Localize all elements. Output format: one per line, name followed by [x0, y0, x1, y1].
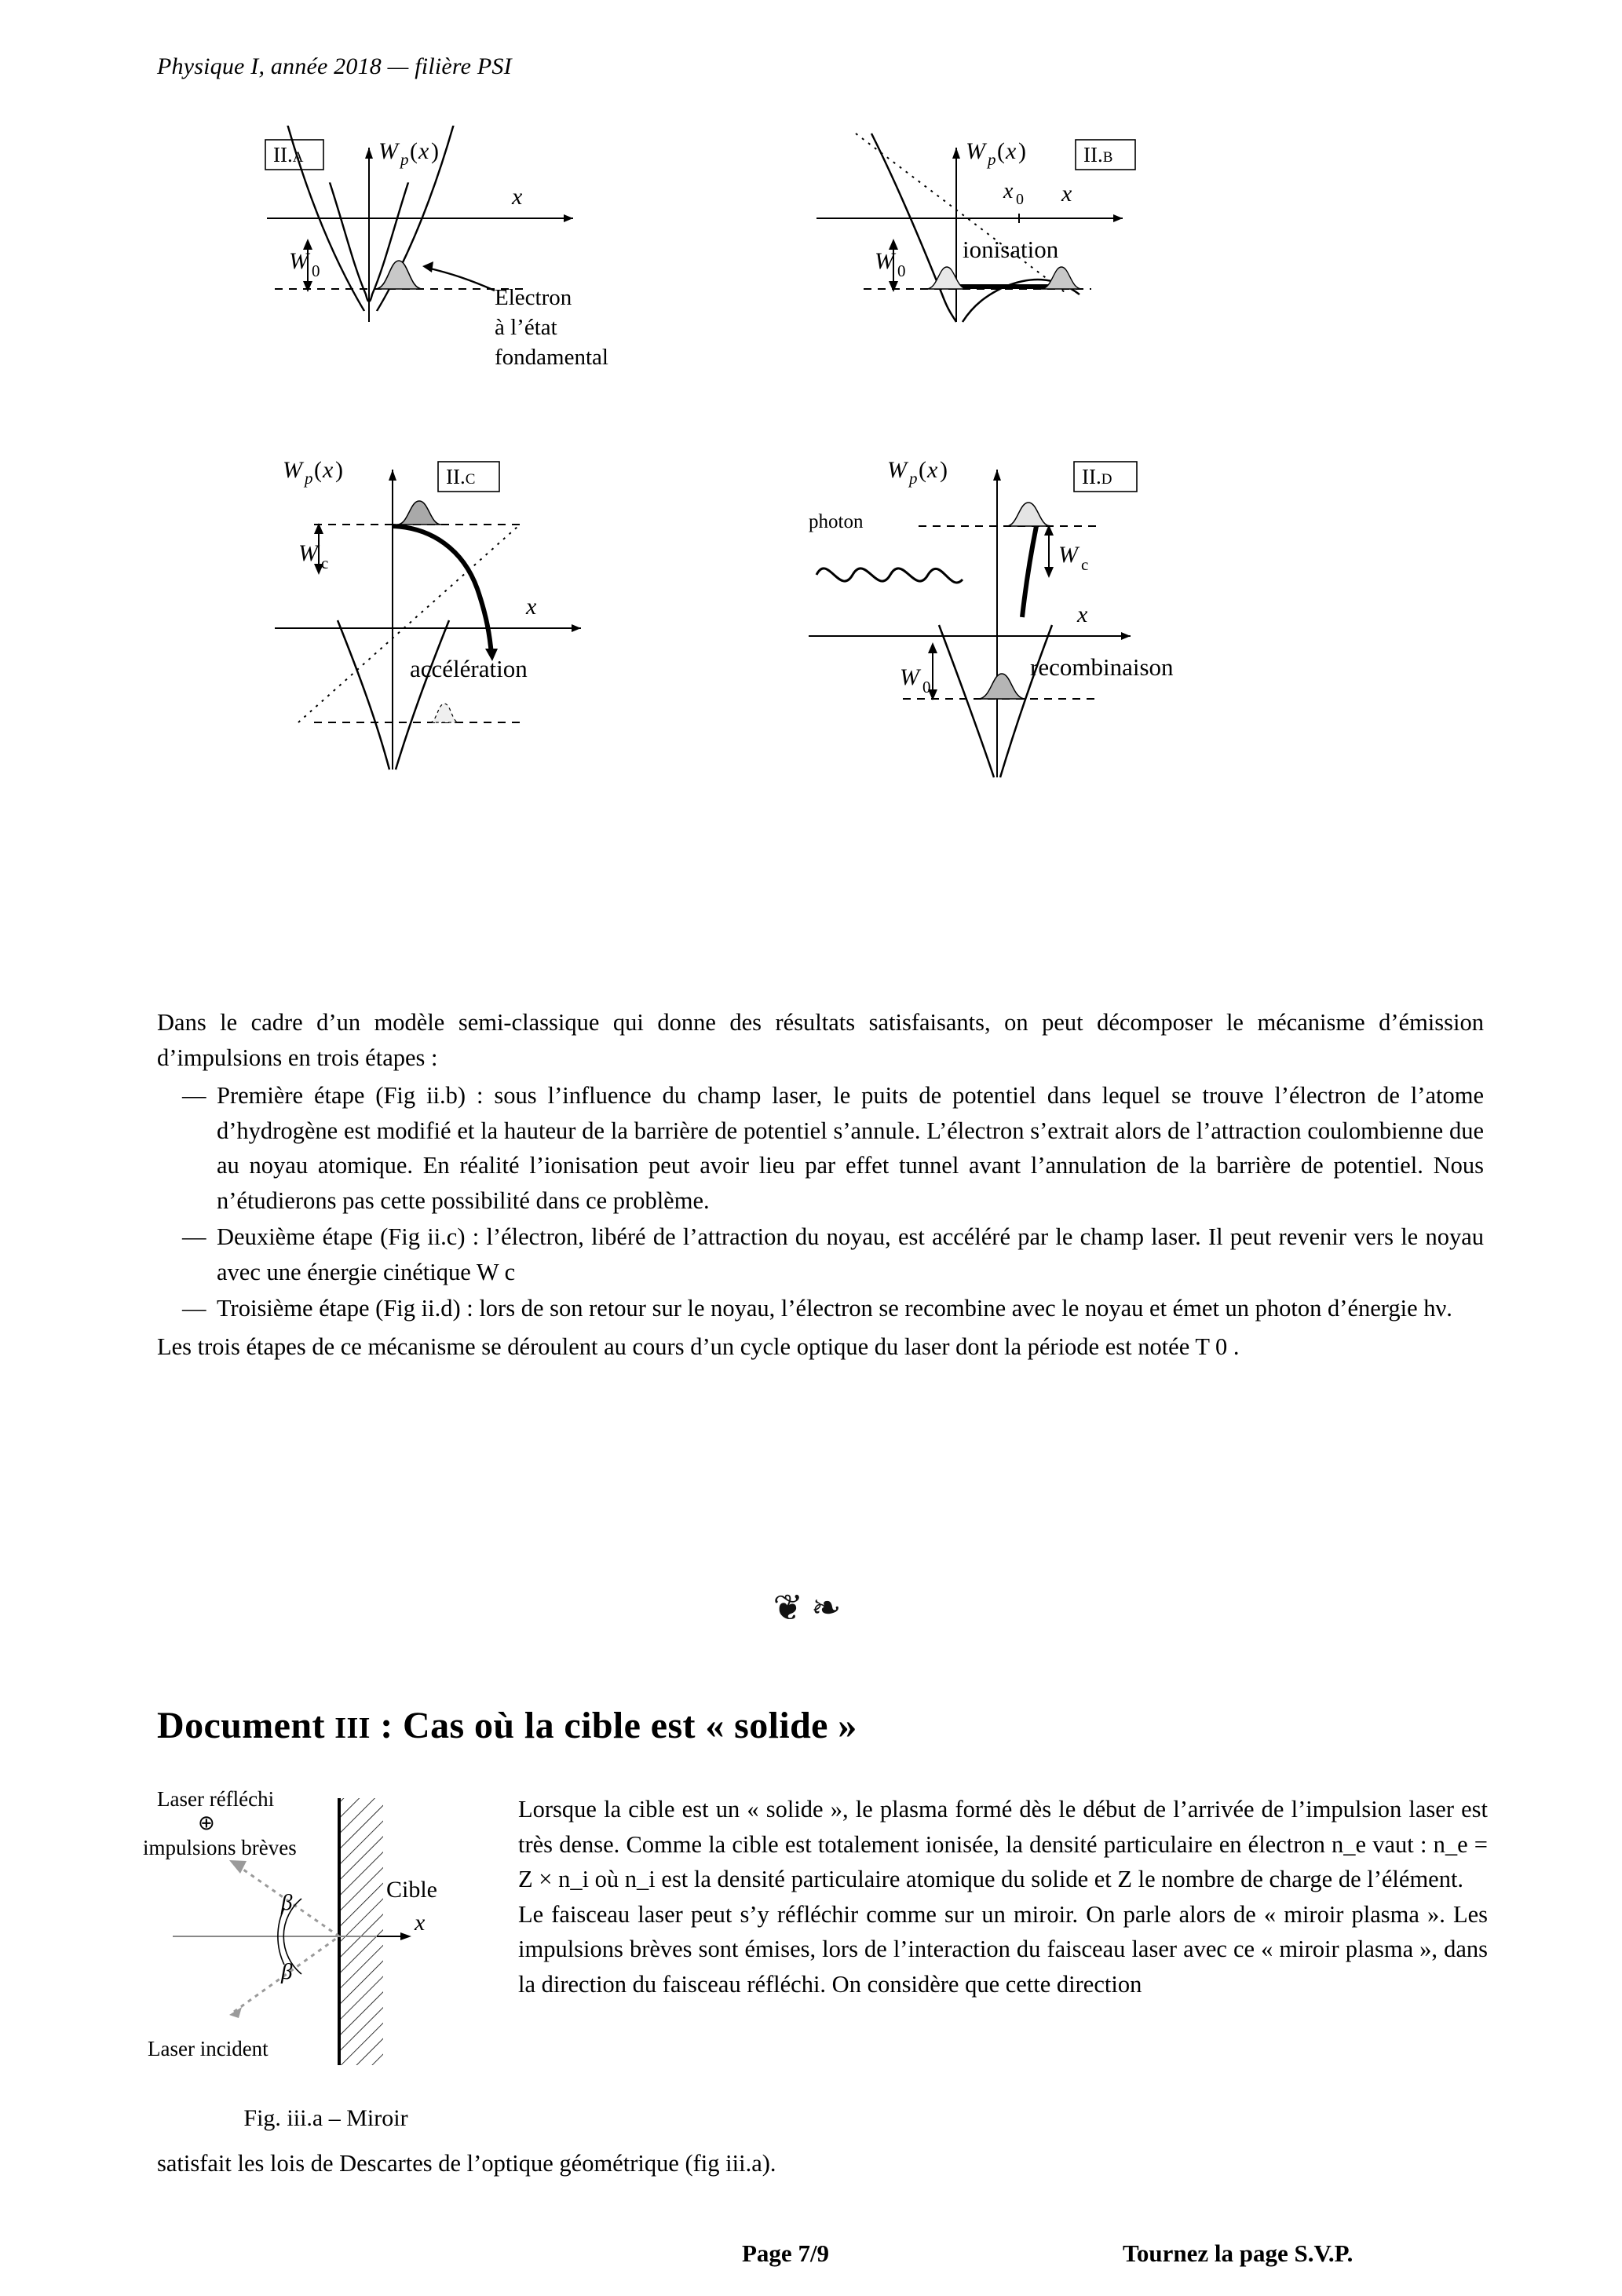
svg-text:Laser incident: Laser incident — [148, 2037, 269, 2060]
svg-text:W: W — [900, 664, 919, 690]
svg-text:0: 0 — [922, 678, 931, 696]
figure-II-b — [809, 126, 1248, 455]
svg-text:0: 0 — [312, 261, 320, 280]
document-title-numeral: III — [334, 1712, 371, 1745]
list-item — [157, 1291, 1484, 1326]
figure-II-c — [267, 440, 707, 817]
closing-paragraph: Les trois étapes de ce mécanisme se déroulent au cours d’un cycle optique du laser dont la période est notée T 0 . — [157, 1333, 1240, 1360]
svg-text:): ) — [940, 457, 948, 483]
svg-text:x: x — [1006, 138, 1017, 164]
svg-text:à l’état: à l’état — [495, 315, 557, 340]
svg-text:0: 0 — [1016, 191, 1024, 208]
svg-text:(: ( — [314, 457, 322, 483]
svg-text:W: W — [1058, 542, 1078, 568]
svg-text:x: x — [526, 594, 537, 620]
svg-text:Electron: Electron — [495, 285, 572, 310]
running-header: Physique I, année 2018 — filière PSI — [157, 53, 512, 79]
list-dash: — — [182, 1223, 206, 1251]
svg-text:W: W — [289, 248, 309, 274]
document-title-prefix: Document — [157, 1705, 325, 1746]
figure-II-a — [259, 126, 699, 455]
list-item-text: Première étape (Fig ii.b) : sous l’influence du champ laser, le puits de potentiel dans lequel se trouve l’électron de l’atome d’hydrogène est modifié et la hauteur de la barrière de potentiel s’annule. L’électron s’extrait alors de l’attraction coulombienne due au noyau atomique. En réalité l’ionisation peut avoir lieu par effet tunnel avant l’annulation de la barrière de potentiel. Nous n’étudierons pas cette possibilité dans ce problème. — [217, 1082, 1484, 1214]
document-paragraph-1: Lorsque la cible est un « solide », le plasma formé dès le début de l’arrivée de l’impulsion laser est très dense. Comme la cible est totalement ionisée, la densité particulaire en électron n_e vaut : n_e = Z × n_i où n_i est la densité particulaire atomique du solide et Z le nombre de charge de l’élément. — [518, 1796, 1488, 1893]
svg-text:(: ( — [410, 138, 418, 164]
turn-page-note: Tournez la page S.V.P. — [1123, 2239, 1353, 2267]
svg-text:W: W — [378, 138, 398, 164]
svg-text:II.d: II.d — [1082, 465, 1112, 488]
steps-list — [157, 1078, 1484, 1326]
svg-text:): ) — [1018, 138, 1026, 164]
svg-text:photon: photon — [809, 511, 864, 532]
svg-text:p: p — [400, 150, 409, 169]
figure-III-a-caption: Fig. iii.a – Miroir — [243, 2105, 408, 2131]
svg-text:accélération: accélération — [410, 655, 528, 682]
svg-text:0: 0 — [897, 261, 906, 280]
svg-text:W: W — [875, 248, 894, 274]
document-III-text — [518, 1792, 1488, 2002]
svg-text:): ) — [431, 138, 439, 164]
svg-text:β: β — [281, 1890, 293, 1915]
svg-text:ionisation: ionisation — [963, 236, 1059, 263]
svg-text:β: β — [281, 1959, 293, 1984]
svg-text:p: p — [305, 469, 313, 488]
svg-text:W: W — [887, 457, 907, 483]
list-item — [157, 1219, 1484, 1289]
figure-III-a — [141, 1782, 510, 2132]
svg-text:fondamental: fondamental — [495, 345, 608, 370]
svg-text:W: W — [283, 457, 302, 483]
document-last-line: satisfait les lois de Descartes de l’optique géométrique (fig iii.a). — [157, 2150, 776, 2177]
list-item-text: Troisième étape (Fig ii.d) : lors de son retour sur le noyau, l’électron se recombine avec le noyau et émet un photon d’énergie hν. — [217, 1295, 1452, 1322]
svg-text:recombinaison: recombinaison — [1030, 653, 1174, 681]
svg-text:p: p — [909, 469, 918, 488]
svg-text:(: ( — [997, 138, 1005, 164]
svg-text:p: p — [988, 150, 996, 169]
svg-text:W: W — [966, 138, 985, 164]
svg-text:x: x — [927, 457, 938, 483]
figure-group-potential-wells — [259, 126, 1382, 974]
svg-text:x: x — [1077, 601, 1088, 627]
svg-text:II.a: II.a — [273, 143, 304, 166]
list-item-text: Deuxième étape (Fig ii.c) : l’électron, libéré de l’attraction du noyau, est accéléré par le champ laser. Il peut revenir vers le noyau avec une énergie cinétique W c — [217, 1223, 1484, 1285]
svg-text:c: c — [1081, 555, 1089, 574]
svg-text:Cible: Cible — [386, 1877, 437, 1903]
svg-text:x: x — [1061, 181, 1072, 207]
document-title-rest: : Cas où la cible est « solide » — [380, 1705, 857, 1746]
svg-text:II.b: II.b — [1083, 143, 1113, 166]
svg-text:x: x — [323, 457, 334, 483]
body-text — [157, 1005, 1484, 1364]
figure-II-d — [801, 440, 1288, 817]
svg-text:x: x — [1003, 179, 1014, 203]
svg-text:x: x — [512, 184, 523, 210]
document-paragraph-2: Le faisceau laser peut s’y réfléchir comme sur un miroir. On parle alors de « miroir plasma ». Les impulsions brèves sont émises, lors de l’interaction du faisceau laser avec ce « miroir plasma », dans la direction du faisceau réfléchi. On considère que cette direction — [518, 1900, 1488, 1998]
list-item — [157, 1078, 1484, 1218]
document-title — [157, 1704, 857, 1747]
svg-text:impulsions brèves: impulsions brèves — [143, 1836, 297, 1859]
svg-text:II.c: II.c — [446, 465, 476, 488]
list-dash: — — [182, 1082, 206, 1110]
intro-paragraph: Dans le cadre d’un modèle semi-classique qui donne des résultats satisfaisants, on peut décomposer le mécanisme d’émission d’impulsions en trois étapes : — [157, 1009, 1484, 1071]
page-number: Page 7/9 — [742, 2239, 830, 2267]
svg-text:x: x — [415, 1910, 426, 1936]
svg-text:): ) — [335, 457, 343, 483]
svg-text:x: x — [418, 138, 429, 164]
list-dash: — — [182, 1295, 206, 1322]
svg-text:W: W — [298, 540, 318, 566]
svg-text:(: ( — [919, 457, 926, 483]
svg-text:⊕: ⊕ — [198, 1812, 215, 1834]
ornament-divider: ❦❧ — [773, 1588, 849, 1628]
svg-text:c: c — [321, 554, 329, 572]
svg-text:Laser réfléchi: Laser réfléchi — [157, 1787, 275, 1811]
